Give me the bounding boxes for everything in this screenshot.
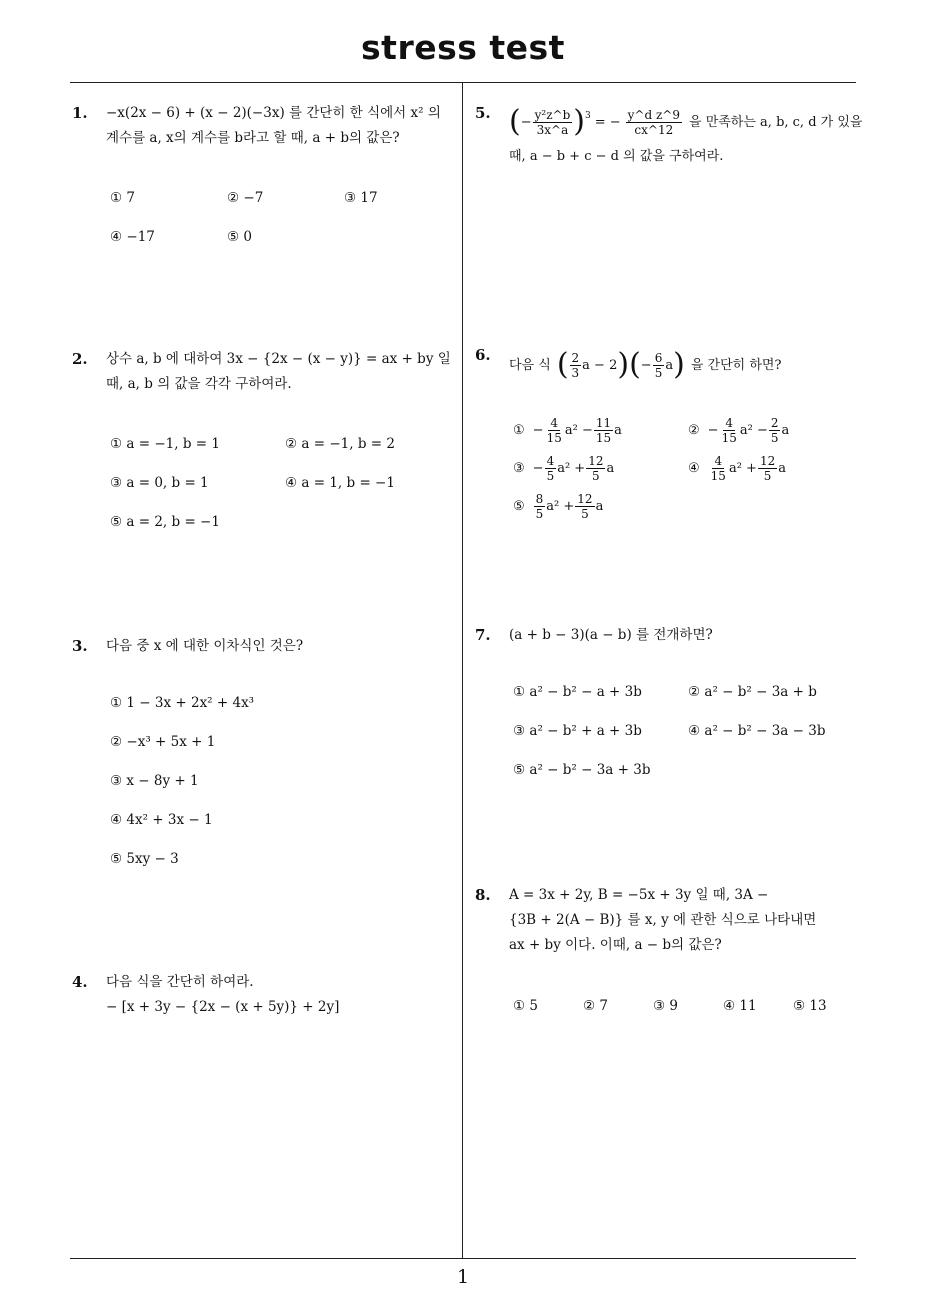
fraction <box>534 492 546 521</box>
question-line: {3B + 2(A − B)} 를 x, y 에 관한 식으로 나타내면 <box>509 912 817 928</box>
question-suffix: 을 간단히 하면? <box>690 357 782 373</box>
denominator: 5 <box>592 469 600 483</box>
answer-option[interactable]: ① 7 <box>110 190 135 206</box>
answer-option[interactable]: ② −x³ + 5x + 1 <box>110 734 216 750</box>
answer-option[interactable]: ① 1 − 3x + 2x² + 4x³ <box>110 695 255 711</box>
denominator: 5 <box>546 469 555 483</box>
numerator: 11 <box>595 416 612 430</box>
option-mark: ① <box>513 423 525 438</box>
denominator: 15 <box>710 469 726 483</box>
term: a <box>778 461 786 476</box>
question-line: 때, a, b 의 값을 각각 구하여라. <box>106 376 292 392</box>
term: a² − <box>739 423 768 438</box>
term: a <box>781 423 790 438</box>
answer-option[interactable]: ④ −17 <box>110 229 155 245</box>
term: a² + <box>557 461 586 476</box>
sign: − <box>532 423 544 438</box>
option-mark: ⑤ <box>513 499 525 514</box>
question-text <box>106 970 456 1020</box>
term: a <box>614 423 622 438</box>
question-8 <box>475 886 860 1026</box>
fraction <box>545 416 564 445</box>
answer-option[interactable] <box>513 454 614 483</box>
question-line: (a + b − 3)(a − b) 를 전개하면? <box>509 627 713 643</box>
question-6 <box>475 346 860 546</box>
answer-option[interactable]: ③ a = 0, b = 1 <box>110 475 209 491</box>
exponent: 3 <box>585 111 591 121</box>
question-number: 1. <box>72 104 88 122</box>
equation-line <box>509 102 863 142</box>
answer-option[interactable]: ③ 17 <box>344 190 378 206</box>
term: a <box>595 499 604 514</box>
question-line: ax + by 이다. 이때, a − b의 값은? <box>509 937 722 953</box>
numerator: 2 <box>571 350 580 365</box>
close-paren: ) <box>573 104 585 139</box>
answer-option[interactable] <box>513 416 622 445</box>
question-line: A = 3x + 2y, B = −5x + 3y 일 때, 3A − <box>509 887 769 903</box>
fraction <box>586 454 605 483</box>
numerator: 4 <box>725 416 734 430</box>
rhs-numerator: y^d z^9 <box>627 107 680 122</box>
question-line: −x(2x − 6) + (x − 2)(−3x) 를 간단히 한 식에서 x² 의 <box>106 105 441 121</box>
answer-option[interactable]: ② 7 <box>583 998 608 1014</box>
numerator: 12 <box>577 492 593 506</box>
column-divider <box>462 83 463 1258</box>
header-rule <box>70 82 856 83</box>
lhs-numerator: y²z^b <box>534 107 571 122</box>
option-mark: ④ <box>688 461 700 476</box>
minus-sign: − <box>520 114 532 130</box>
equation-line <box>509 346 859 384</box>
question-text <box>106 634 456 659</box>
denominator: 5 <box>581 507 589 521</box>
numerator: 12 <box>588 454 604 468</box>
answer-option[interactable]: ⑤ 13 <box>793 998 827 1014</box>
question-5 <box>475 104 863 194</box>
option-mark: ② <box>688 423 700 438</box>
fraction <box>545 454 557 483</box>
question-expression: − [x + 3y − {2x − (x + 5y)} + 2y] <box>106 999 340 1015</box>
answer-option[interactable]: ② a = −1, b = 2 <box>285 436 395 452</box>
answer-option[interactable]: ④ a² − b² − 3a − 3b <box>688 723 826 739</box>
numerator: 4 <box>546 454 555 468</box>
answer-option[interactable]: ④ 4x² + 3x − 1 <box>110 812 213 828</box>
page-number: 1 <box>456 1266 470 1288</box>
answer-option[interactable]: ① 5 <box>513 998 538 1014</box>
answer-option[interactable]: ⑤ 5xy − 3 <box>110 851 179 867</box>
question-1 <box>72 104 457 254</box>
answer-option[interactable] <box>513 492 603 521</box>
numerator: 2 <box>770 416 779 430</box>
answer-option[interactable]: ② −7 <box>227 190 264 206</box>
denominator: 5 <box>770 431 779 445</box>
question-text <box>509 102 863 169</box>
question-line: 때, a − b + c − d 의 값을 구하여라. <box>509 149 724 164</box>
question-line: 계수를 a, x의 계수를 b라고 할 때, a + b의 값은? <box>106 130 400 146</box>
sign: − <box>532 461 544 476</box>
term: a² + <box>546 499 575 514</box>
fraction <box>769 416 781 445</box>
question-number: 6. <box>475 346 491 364</box>
question-4 <box>72 973 457 1033</box>
page-title: stress test <box>361 28 565 67</box>
rhs-denominator: cx^12 <box>634 122 674 137</box>
question-number: 5. <box>475 104 491 122</box>
numerator: 8 <box>535 492 544 506</box>
question-line: 상수 a, b 에 대하여 3x − {2x − (x − y)} = ax + by 일 <box>106 351 451 367</box>
denominator: 15 <box>546 431 562 445</box>
term: a² + <box>728 461 757 476</box>
term: a <box>606 461 615 476</box>
fraction <box>594 416 613 445</box>
answer-option[interactable]: ④ 11 <box>723 998 757 1014</box>
denominator: 5 <box>763 469 772 483</box>
question-line: 다음 식을 간단히 하여라. <box>106 974 254 990</box>
question-prefix: 다음 식 <box>509 357 551 373</box>
denominator: 5 <box>535 507 544 521</box>
question-2 <box>72 350 457 540</box>
lhs-fraction <box>533 108 573 137</box>
answer-option[interactable]: ④ a = 1, b = −1 <box>285 475 395 491</box>
footer-rule <box>70 1258 856 1259</box>
answer-option[interactable]: ⑤ a = 2, b = −1 <box>110 514 220 530</box>
question-number: 2. <box>72 350 88 368</box>
term: a <box>665 357 674 373</box>
fraction <box>758 454 777 483</box>
rhs-fraction <box>626 108 682 137</box>
question-text <box>106 101 456 151</box>
answer-option[interactable]: ③ x − 8y + 1 <box>110 773 199 789</box>
question-text <box>509 883 859 958</box>
fraction <box>653 351 665 380</box>
numerator: 4 <box>550 416 559 430</box>
open-paren: ( <box>509 104 521 139</box>
question-line: 다음 중 x 에 대한 이차식인 것은? <box>106 638 304 654</box>
question-line: 을 만족하는 a, b, c, d 가 있을 <box>689 114 863 130</box>
denominator: 5 <box>654 365 663 380</box>
question-text <box>509 346 859 384</box>
question-number: 3. <box>72 637 88 655</box>
question-7 <box>475 626 860 796</box>
term: a² − <box>564 423 593 438</box>
fraction <box>575 492 594 521</box>
fraction <box>570 351 582 380</box>
numerator: 12 <box>759 454 776 468</box>
answer-option[interactable] <box>688 416 789 445</box>
answer-option[interactable]: ① a = −1, b = 1 <box>110 436 220 452</box>
fraction <box>709 454 728 483</box>
answer-option[interactable] <box>688 454 786 483</box>
equals-sign: = − <box>594 114 621 130</box>
answer-option[interactable]: ② a² − b² − 3a + b <box>688 684 817 700</box>
question-3 <box>72 637 457 877</box>
numerator: 4 <box>714 454 723 468</box>
close-paren: ) <box>673 347 685 382</box>
question-number: 7. <box>475 626 491 644</box>
denominator: 15 <box>721 431 737 445</box>
answer-option[interactable]: ① a² − b² − a + 3b <box>513 684 642 700</box>
answer-option[interactable]: ③ a² − b² + a + 3b <box>513 723 642 739</box>
denominator: 3 <box>571 365 580 380</box>
term: a − 2 <box>582 357 618 373</box>
close-paren: ) <box>617 347 630 382</box>
question-text <box>509 623 859 648</box>
fraction <box>720 416 739 445</box>
lhs-denominator: 3x^a <box>536 122 569 137</box>
answer-option[interactable]: ③ 9 <box>653 998 678 1014</box>
minus-sign: − <box>640 357 652 373</box>
question-text <box>106 347 456 397</box>
open-paren: ( <box>556 347 569 382</box>
denominator: 15 <box>595 431 612 445</box>
answer-option[interactable]: ⑤ 0 <box>227 229 252 245</box>
option-mark: ③ <box>513 461 525 476</box>
open-paren: ( <box>629 347 641 382</box>
answer-option[interactable]: ⑤ a² − b² − 3a + 3b <box>513 762 651 778</box>
sign: − <box>707 423 719 438</box>
question-number: 4. <box>72 973 88 991</box>
numerator: 6 <box>654 350 663 365</box>
question-number: 8. <box>475 886 491 904</box>
